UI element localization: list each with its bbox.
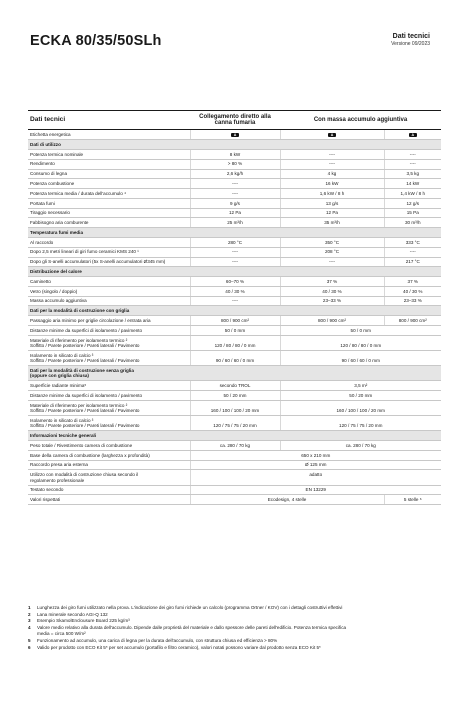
cell-value: 16 kW [280, 179, 384, 189]
cell-value: ---- [190, 296, 280, 306]
row-label-line: regolamento professionale [30, 477, 85, 483]
row-label: Potenza termica nominale [28, 149, 190, 159]
energy-class-badge: A [328, 133, 336, 137]
cell-value: 90 / 60 / 60 / 0 mm [190, 351, 280, 366]
section-title: Dati per la modalità di costruzione con griglia [28, 306, 441, 316]
footnote [28, 631, 442, 638]
footnote [28, 612, 442, 619]
cell-value: 12 Pa [280, 208, 384, 218]
cell-value: secondo TROL [190, 381, 280, 391]
row-label-line: Isolamento in silicato di calcio ³ [30, 352, 94, 358]
section-title: Informazioni tecniche generali [28, 431, 441, 441]
row-label: Raccordo presa aria esterna [28, 460, 190, 470]
table-row [28, 286, 441, 296]
cell-value: 25 m³/h [190, 218, 280, 228]
table-row [28, 335, 441, 350]
table-header-row [28, 111, 441, 130]
cell-value: 2,6 kg/h [190, 169, 280, 179]
section-title [28, 366, 441, 381]
section-title-line: Dati per la modalità di costruzione senza griglia [30, 367, 134, 373]
footnotes [28, 605, 442, 651]
table-row [28, 247, 441, 257]
table-row [28, 208, 441, 218]
cell-value: ---- [190, 247, 280, 257]
row-label-line: Materiale di riferimento per isolamento termico ² [30, 337, 128, 343]
section-row [28, 228, 441, 238]
row-label-line: Isolamento in silicato di calcio ³ [30, 417, 94, 423]
footnote [28, 625, 442, 632]
cell-value: 12 Pa [190, 208, 280, 218]
cell-value: 50 / 20 mm [190, 391, 280, 401]
product-title: ECKA 80/35/50SLh [30, 33, 162, 49]
table-row [28, 159, 441, 169]
cell-value: Ecodesign, 4 stelle [190, 495, 384, 505]
footnote-number: 3 [28, 618, 31, 624]
footnote-text: Funzionamento ad accumulo, una carica di legna per la durata dell'accumulo, con struttura chiusa ed efficienza > 80% [37, 637, 278, 643]
footnote [28, 638, 442, 645]
footnote-text: Valido per prodotto con ECO Kit 5* per set accumulo (portafilo e filtro ceramico), valori notati possono variare dal prodotto senza ECO Kit 5* [37, 644, 321, 650]
doc-version: Versione 09/2023 [391, 41, 430, 47]
row-label-line: Soffitto / Parete posteriore / Pareti laterali / Pavimento [30, 342, 140, 348]
row-label [28, 351, 190, 366]
technical-data-table [28, 110, 441, 505]
row-label-line: Soffitto / Parete posteriore / Pareti laterali / Pavimento [30, 358, 140, 364]
energy-badge-cell [384, 130, 441, 140]
row-label: Distanze minime da superfici di isolamento / pavimento [28, 391, 190, 401]
cell-value: 3,5 m² [280, 381, 441, 391]
energy-class-badge: A [409, 133, 417, 137]
cell-value: 800 / 900 cm² [280, 316, 384, 326]
cell-value: 14 kW [384, 179, 441, 189]
header-info [391, 33, 430, 47]
col-storage-header: Con massa accumulo aggiuntiva [280, 111, 441, 130]
cell-value: adatto [190, 470, 441, 485]
cell-value: 1,4 kW / 8 h [384, 189, 441, 199]
row-label: Tiraggio necessario [28, 208, 190, 218]
row-label-line: Utilizzo con modalità di costruzione chiusa secondo il [30, 472, 139, 478]
table-row [28, 485, 441, 495]
footnote [28, 605, 442, 612]
row-label: Potenza termica media / durata dell'accumulo ⁴ [28, 189, 190, 199]
row-label: Dopo gli S-anelli accumulatori (5x S-anelli accumulatori Ø345 mm) [28, 257, 190, 267]
footnote [28, 618, 442, 625]
row-label [28, 416, 190, 431]
row-label: Potenza combustione [28, 179, 190, 189]
row-label: Superficie radiante minima⁵ [28, 381, 190, 391]
footnote-number: 1 [28, 605, 31, 610]
table-row [28, 460, 441, 470]
row-label: Distanze minime da superfici di isolamento / pavimento [28, 326, 190, 336]
cell-value: ---- [190, 189, 280, 199]
row-label: Valori rispettati [28, 495, 190, 505]
table-row [28, 381, 441, 391]
cell-value: 160 / 100 / 100 / 20 mm [280, 400, 441, 415]
row-label: Portata fumi [28, 198, 190, 208]
footnote-number: 5 [28, 637, 31, 643]
cell-value: 800 / 900 cm² [384, 316, 441, 326]
section-row [28, 306, 441, 316]
cell-value: > 80 % [190, 159, 280, 169]
row-label: Consumo di legna [28, 169, 190, 179]
energy-badge-cell [190, 130, 280, 140]
cell-value: ---- [190, 179, 280, 189]
footnote-text: Valore medio relativo alla durata dell'accumulo. Dipende dalle proprietà del materiale e dallo spessore delle pareti dell'edificio. Potenza termica specifica [37, 624, 347, 630]
row-label: Caminetto [28, 277, 190, 287]
section-row [28, 431, 441, 441]
cell-value: ---- [280, 149, 384, 159]
cell-value: 40 / 30 % [384, 286, 441, 296]
cell-value: ca. 280 / 70 kg [190, 441, 280, 451]
cell-value: 120 / 80 / 80 / 0 mm [280, 335, 441, 350]
cell-value: EN 13229 [190, 485, 441, 495]
section-row [28, 267, 441, 277]
cell-value: 3,5 kg [384, 169, 441, 179]
cell-value: 4 kg [280, 169, 384, 179]
table-row [28, 257, 441, 267]
cell-value: 15 Pa [384, 208, 441, 218]
table-row [28, 326, 441, 336]
row-label: Massa accumulo aggiuntiva [28, 296, 190, 306]
table-row [28, 351, 441, 366]
row-label-line: Soffitto / Parete posteriore / Pareti laterali / Pavimento [30, 408, 140, 414]
cell-value: 60–70 % [190, 277, 280, 287]
footnote-text: Lunghezza dei giro fumi utilizzato nella prova. L'indicazione dei giro fumi richiede un calcolo (programma Ortner / KOV) con i dettagli costruttivi effettivi [37, 605, 343, 610]
footnote-number [28, 631, 37, 638]
cell-value: 30 m³/h [384, 218, 441, 228]
cell-value: ---- [280, 257, 384, 267]
section-title: Dati di utilizzo [28, 140, 441, 150]
cell-value: ca. 280 / 70 kg [280, 441, 441, 451]
cell-value: 8 kW [190, 149, 280, 159]
table-row [28, 277, 441, 287]
cell-value: ---- [280, 159, 384, 169]
cell-value: 50 / 20 mm [280, 391, 441, 401]
table-row [28, 470, 441, 485]
cell-value: 90 / 60 / 60 / 0 mm [280, 351, 441, 366]
row-label-line: Soffitto / Parete posteriore / Pareti laterali / Pavimento [30, 423, 140, 429]
table-row [28, 149, 441, 159]
cell-value: 120 / 75 / 75 / 20 mm [190, 416, 280, 431]
table-row [28, 450, 441, 460]
footnote-text: media = circa 500 W/m² [37, 631, 86, 637]
energy-class-badge: A [231, 133, 239, 137]
energy-badge-cell [280, 130, 384, 140]
cell-value: 120 / 75 / 75 / 20 mm [280, 416, 441, 431]
table-row [28, 218, 441, 228]
cell-value: Ø 125 mm [190, 460, 441, 470]
doc-type: Dati tecnici [392, 33, 430, 40]
footnote-text: Esempio SkamolEnclousure Board 225 kg/m³ [37, 618, 130, 624]
row-label [28, 335, 190, 350]
cell-value: 350 °C [280, 238, 384, 248]
cell-value: 217 °C [384, 257, 441, 267]
row-label: Base della camera di combustione (larghezza x profondità) [28, 450, 190, 460]
table-row [28, 189, 441, 199]
row-label: Peso totale / Rivestimento camera di combustione [28, 441, 190, 451]
cell-value: 40 / 30 % [190, 286, 280, 296]
row-label: Testato secondo [28, 485, 190, 495]
cell-value: ---- [384, 149, 441, 159]
cell-value: ---- [384, 247, 441, 257]
section-title: Distribuzione del calore [28, 267, 441, 277]
cell-value: 35 m³/h [280, 218, 384, 228]
cell-value: 23–33 % [384, 296, 441, 306]
table-row [28, 441, 441, 451]
cell-value: ---- [190, 257, 280, 267]
cell-value: 50 / 0 mm [280, 326, 441, 336]
col-direct-header: Collegamento diretto alla canna fumaria [190, 111, 280, 130]
cell-value: ---- [384, 159, 441, 169]
section-row [28, 366, 441, 381]
table-row [28, 391, 441, 401]
table-title: Dati tecnici [28, 111, 190, 130]
row-label: Passaggio aria minimo per griglie circolazione / entrata aria [28, 316, 190, 326]
cell-value: 1,6 kW / 8 h [280, 189, 384, 199]
table-row [28, 416, 441, 431]
section-title: Temperatura fumi media [28, 228, 441, 238]
row-label-line: Materiale di riferimento per isolamento termico ² [30, 402, 128, 408]
table-row [28, 179, 441, 189]
cell-value: 333 °C [384, 238, 441, 248]
footnote-number: 6 [28, 644, 31, 650]
table-row [28, 169, 441, 179]
row-label: Vetro (singolo / doppio) [28, 286, 190, 296]
section-title-line: (oppure con griglia chiusa) [30, 373, 89, 379]
cell-value: 160 / 100 / 100 / 20 mm [190, 400, 280, 415]
energy-label-row [28, 130, 441, 140]
cell-value: 5 stelle ⁶ [384, 495, 441, 505]
energy-label: Etichetta energetica [28, 130, 190, 140]
cell-value: 9 g/s [190, 198, 280, 208]
table-row [28, 238, 441, 248]
table-row [28, 198, 441, 208]
row-label: Dopo 2,5 metri lineari di giri fumo ceramici KMS 240 ¹ [28, 247, 190, 257]
cell-value: 280 °C [190, 238, 280, 248]
table-row [28, 296, 441, 306]
cell-value: 13 g/s [280, 198, 384, 208]
row-label: Al raccordo [28, 238, 190, 248]
footnote-text: Lana minerale secondo AGI-Q 132 [37, 611, 108, 617]
cell-value: 37 % [280, 277, 384, 287]
cell-value: 40 / 30 % [280, 286, 384, 296]
row-label [28, 470, 190, 485]
cell-value: 12 g/s [384, 198, 441, 208]
cell-value: 208 °C [280, 247, 384, 257]
row-label: Rendimento [28, 159, 190, 169]
cell-value: 37 % [384, 277, 441, 287]
table-row [28, 495, 441, 505]
row-label: Fabbisogno aria comburente [28, 218, 190, 228]
section-row [28, 140, 441, 150]
footnote-number: 4 [28, 624, 31, 630]
cell-value: 650 x 210 mm [190, 450, 441, 460]
footnote-number: 2 [28, 611, 31, 617]
footnote [28, 645, 442, 652]
table-row [28, 316, 441, 326]
table-row [28, 400, 441, 415]
cell-value: 800 / 900 cm² [190, 316, 280, 326]
cell-value: 120 / 80 / 80 / 0 mm [190, 335, 280, 350]
row-label [28, 400, 190, 415]
cell-value: 50 / 0 mm [190, 326, 280, 336]
cell-value: 23–33 % [280, 296, 384, 306]
